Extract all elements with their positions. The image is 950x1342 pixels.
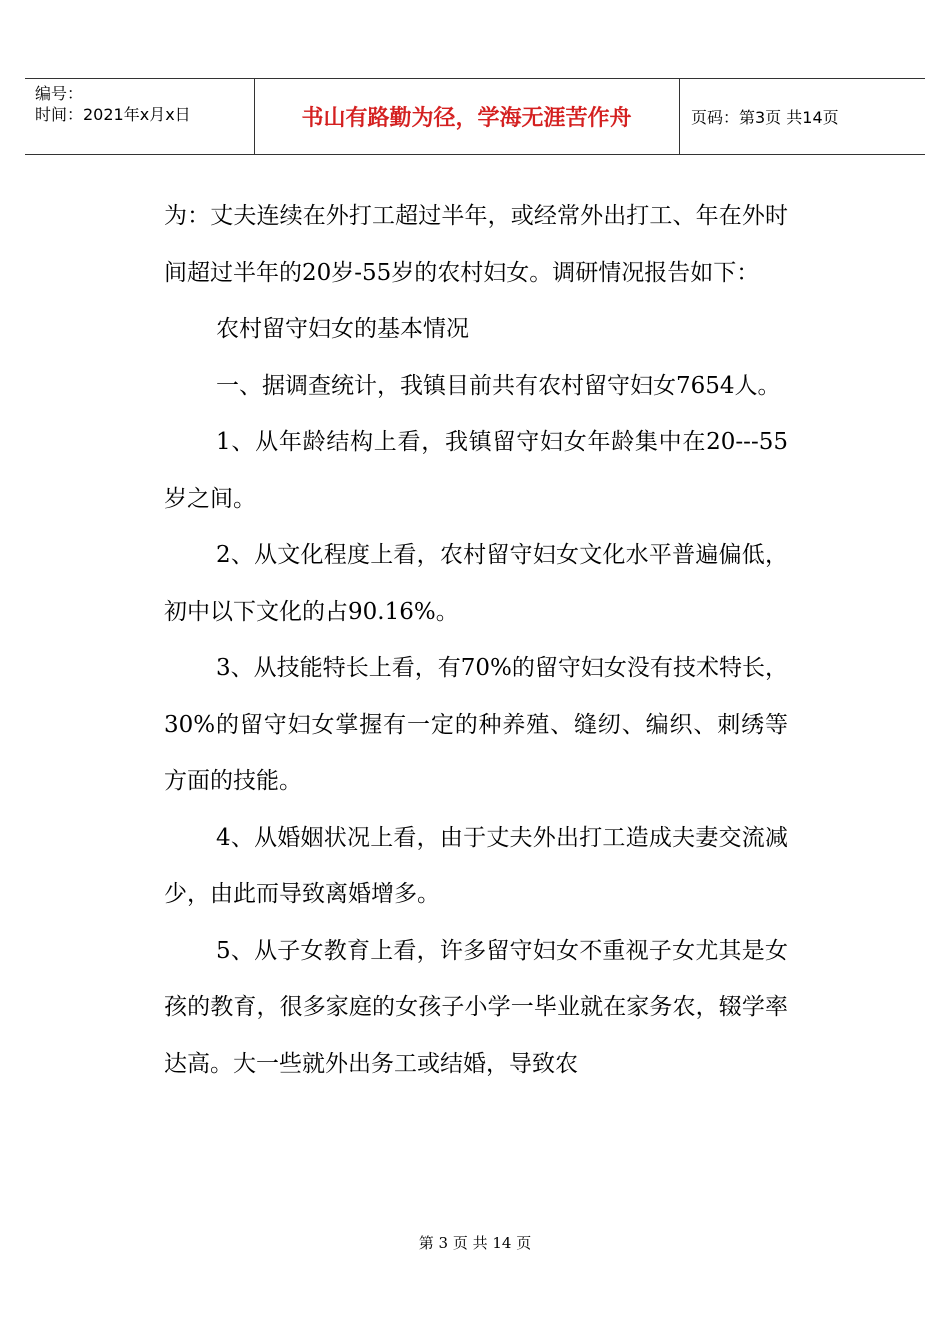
time-label: 时间：2021年x月x日	[35, 105, 191, 124]
section-heading: 农村留守妇女的基本情况	[216, 316, 469, 342]
document-body	[164, 188, 788, 1092]
header-divider-right	[679, 79, 680, 154]
paragraph: 3、从技能特长上看，有70%的留守妇女没有技术特长，30%的留守妇女掌握有一定的种养殖、缝纫、编织、刺绣等方面的技能。	[164, 655, 788, 794]
paragraph: 1、从年龄结构上看，我镇留守妇女年龄集中在20---55岁之间。	[164, 429, 788, 512]
paragraph-continuation: 为：丈夫连续在外打工超过半年，或经常外出打工、年在外时间超过半年的20岁-55岁的农村妇女。调研情况报告如下：	[164, 203, 788, 286]
page-header	[25, 78, 925, 155]
header-meta	[35, 83, 255, 125]
page-footer: 第 3 页 共 14 页	[418, 1234, 532, 1252]
header-motto: 书山有路勤为径，学海无涯苦作舟	[301, 106, 632, 131]
paragraph: 一、据调查统计，我镇目前共有农村留守妇女7654人。	[216, 372, 781, 399]
paragraph: 2、从文化程度上看，农村留守妇女文化水平普遍偏低，初中以下文化的占90.16%。	[164, 542, 788, 625]
doc-number-label: 编号：	[35, 84, 84, 103]
paragraph: 4、从婚姻状况上看，由于丈夫外出打工造成夫妻交流减少，由此而导致离婚增多。	[164, 824, 788, 907]
paragraph: 5、从子女教育上看，许多留守妇女不重视子女尤其是女孩的教育，很多家庭的女孩子小学一毕业就在家务农，辍学率达高。大一些就外出务工或结婚，导致农	[164, 937, 788, 1077]
header-page-info: 页码：第3页 共14页	[691, 108, 839, 127]
